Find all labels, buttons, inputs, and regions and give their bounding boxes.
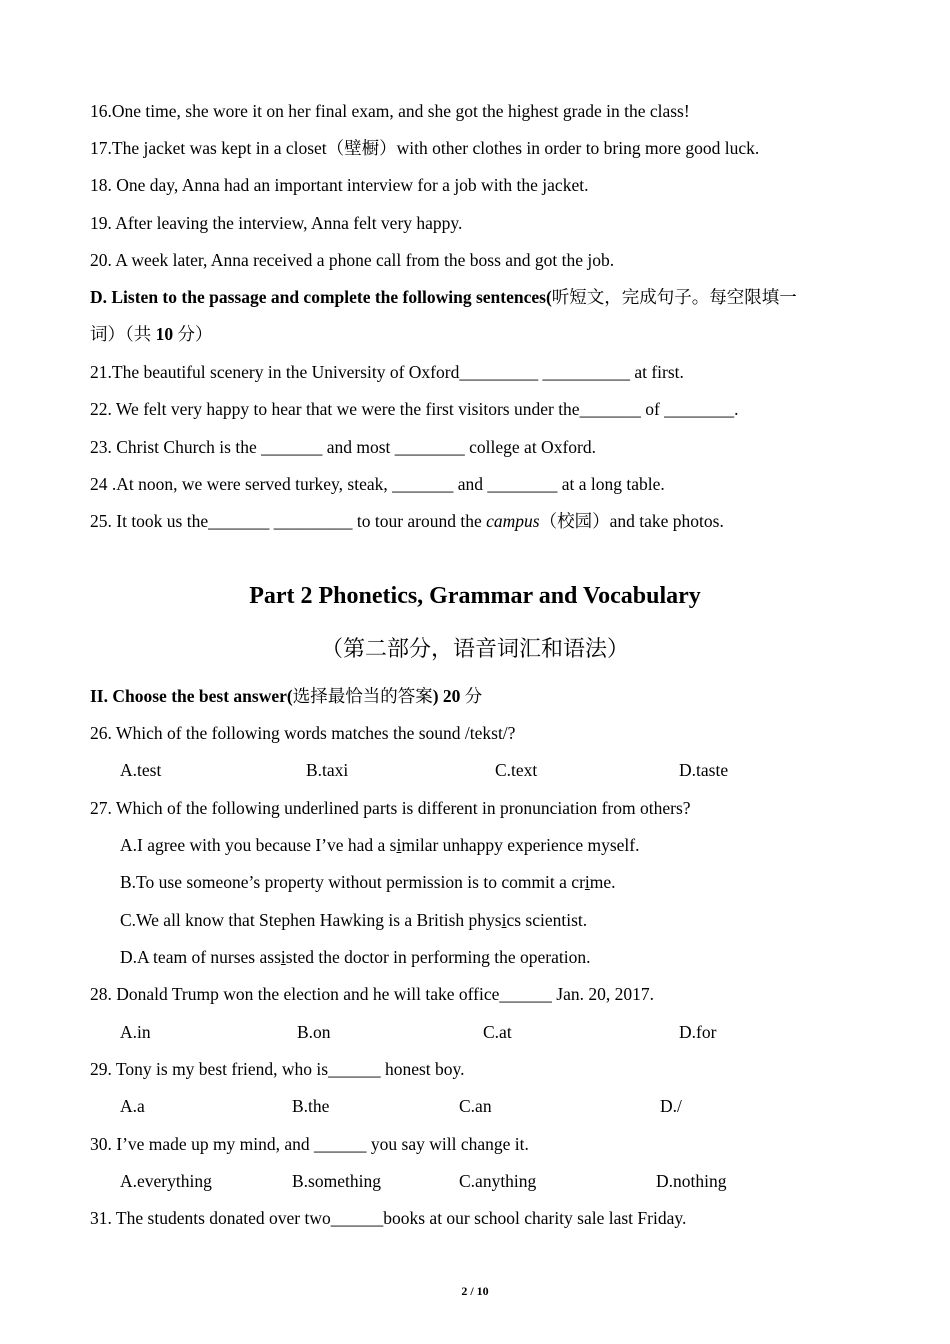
q28-stem: 28. Donald Trump won the election and he will take office______ Jan. 20, 2017. xyxy=(90,984,654,1004)
q29-option-c: C.an xyxy=(459,1096,492,1116)
q26-stem: 26. Which of the following words matches the sound /tekst/? xyxy=(90,723,516,743)
q27-option-b xyxy=(120,871,616,893)
section-d-heading xyxy=(90,286,797,308)
q29-option-d: D./ xyxy=(660,1096,682,1116)
q30-option-a: A.everything xyxy=(120,1171,212,1191)
q30-option-c: C.anything xyxy=(459,1171,537,1191)
q28-option-b: B.on xyxy=(297,1022,331,1042)
q27-d-pre: D.A team of nurses ass xyxy=(120,947,281,967)
q27-d-post: sted the doctor in performing the operation. xyxy=(285,947,591,967)
section-d-item-23: 23. Christ Church is the _______ and most ________ college at Oxford. xyxy=(90,437,596,457)
item-25-campus: campus xyxy=(486,511,540,531)
section-d-item-21: 21.The beautiful scenery in the University of Oxford_________ __________ at first. xyxy=(90,362,684,382)
section-d-heading-line2 xyxy=(90,323,213,345)
section-ii-heading-b: ) 20 xyxy=(432,686,465,706)
q26-option-c: C.text xyxy=(495,760,538,780)
listening-c-item-18: 18. One day, Anna had an important interview for a job with the jacket. xyxy=(90,175,589,195)
q30-option-b: B.something xyxy=(292,1171,381,1191)
section-ii-heading-a: II. Choose the best answer( xyxy=(90,686,293,706)
q26-option-a: A.test xyxy=(120,760,162,780)
q28-option-a: A.in xyxy=(120,1022,151,1042)
q26-option-b: B.taxi xyxy=(306,760,349,780)
q29-option-a: A.a xyxy=(120,1096,145,1116)
listening-c-item-19: 19. After leaving the interview, Anna felt very happy. xyxy=(90,213,463,233)
q27-b-pre: B.To use someone’s property without permission is to commit a cr xyxy=(120,872,585,892)
q31-stem: 31. The students donated over two______books at our school charity sale last Friday. xyxy=(90,1208,687,1228)
section-d-item-24: 24 .At noon, we were served turkey, steak, _______ and ________ at a long table. xyxy=(90,474,665,494)
q27-stem: 27. Which of the following underlined parts is different in pronunciation from others? xyxy=(90,798,691,818)
q27-option-a xyxy=(120,834,639,856)
q30-option-d: D.nothing xyxy=(656,1171,727,1191)
q27-a-underlined: i xyxy=(396,835,402,855)
section-d-item-25 xyxy=(90,510,724,532)
part2-title: Part 2 Phonetics, Grammar and Vocabulary xyxy=(249,583,701,609)
q27-option-c xyxy=(120,909,587,931)
q27-a-pre: A.I agree with you because I’ve had a s xyxy=(120,835,397,855)
q26-option-d: D.taste xyxy=(679,760,729,780)
section-d-heading-en: D. Listen to the passage and complete the following sentences( xyxy=(90,287,552,307)
listening-c-item-16: 16.One time, she wore it on her final exam, and she got the highest grade in the class! xyxy=(90,101,690,121)
q27-c-underlined: i xyxy=(501,910,507,930)
q28-option-d: D.for xyxy=(679,1022,717,1042)
q27-c-post: cs scientist. xyxy=(506,910,588,930)
q29-option-b: B.the xyxy=(292,1096,330,1116)
section-d-heading-cn: 听短文，完成句子。每空限填一 xyxy=(551,287,797,307)
q27-d-underlined: i xyxy=(280,947,286,967)
listening-c-item-20: 20. A week later, Anna received a phone call from the boss and got the job. xyxy=(90,250,615,270)
item-25-part-b: （校园）and take photos. xyxy=(539,511,724,531)
section-ii-heading-cn: 选择最恰当的答案 xyxy=(292,686,433,706)
q30-stem: 30. I’ve made up my mind, and ______ you say will change it. xyxy=(90,1134,529,1154)
q27-option-d xyxy=(120,946,590,968)
item-25-part-a: 25. It took us the_______ _________ to tour around the xyxy=(90,511,487,531)
section-d-item-22: 22. We felt very happy to hear that we were the first visitors under the_______ of ________. xyxy=(90,399,739,419)
section-d-heading-line2-b: 分） xyxy=(173,324,213,344)
q29-stem: 29. Tony is my best friend, who is______ honest boy. xyxy=(90,1059,465,1079)
q27-a-post: milar unhappy experience myself. xyxy=(401,835,640,855)
section-ii-heading xyxy=(90,685,482,707)
q28-option-c: C.at xyxy=(483,1022,512,1042)
page-number: 2 / 10 xyxy=(461,1284,489,1298)
part2-subtitle: （第二部分，语音词汇和语法） xyxy=(320,636,629,661)
listening-c-item-17: 17.The jacket was kept in a closet（壁橱）with other clothes in order to bring more good luck. xyxy=(90,138,760,158)
section-ii-heading-unit: 分 xyxy=(464,686,483,706)
q27-c-pre: C.We all know that Stephen Hawking is a British phys xyxy=(120,910,502,930)
section-d-heading-line2-a: 词）（共 xyxy=(90,324,156,344)
q27-b-post: me. xyxy=(589,872,616,892)
section-d-points: 10 xyxy=(155,324,174,344)
q27-b-underlined: i xyxy=(584,872,590,892)
